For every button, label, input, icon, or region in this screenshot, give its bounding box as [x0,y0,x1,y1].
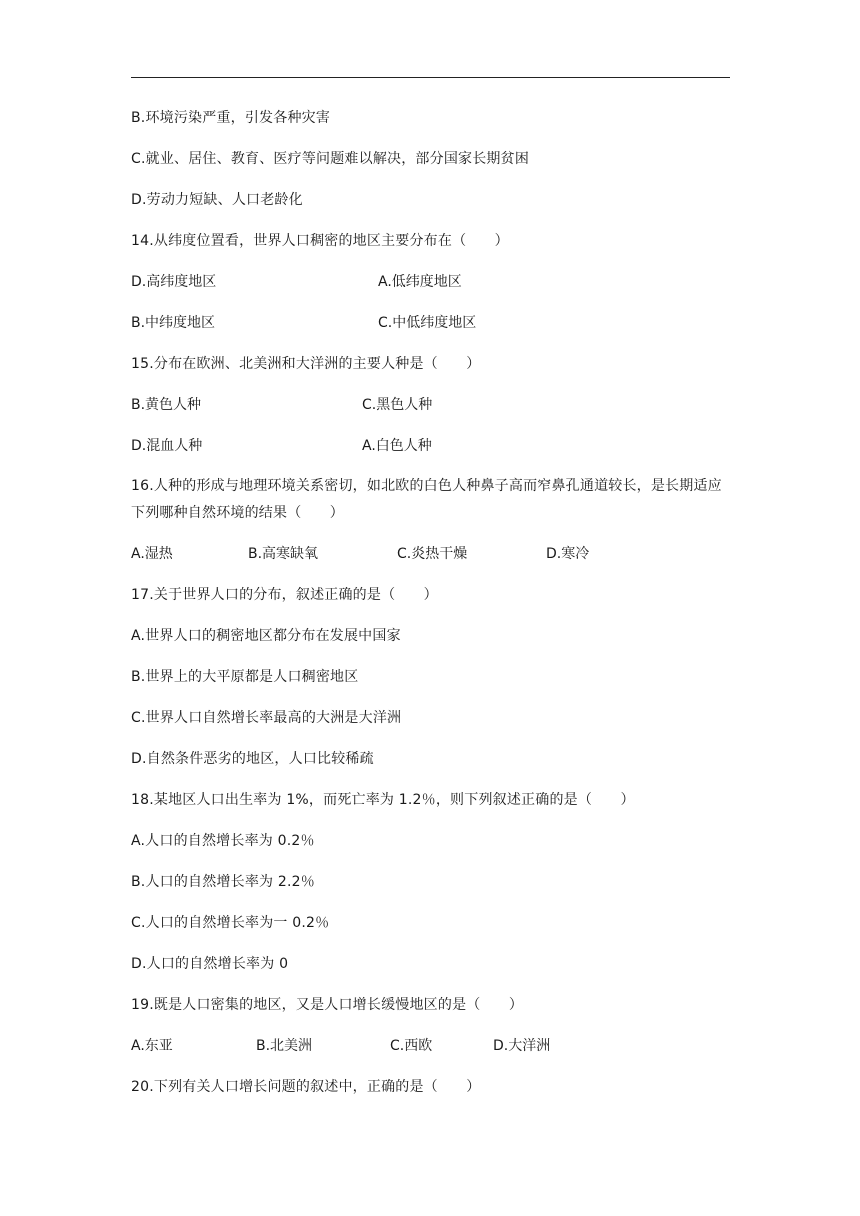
question-17: 17.关于世界人口的分布，叙述正确的是（ ） [131,587,438,603]
q13-option-d: D.劳动力短缺、人口老龄化 [131,192,303,208]
q17-option-d: D.自然条件恶劣的地区，人口比较稀疏 [131,751,374,767]
q18-option-b: B.人口的自然增长率为 2.2％ [131,874,315,890]
q19-option-c: C.西欧 [390,1038,433,1054]
q18-option-c: C.人口的自然增长率为一 0.2％ [131,915,330,931]
q17-option-a: A.世界人口的稠密地区都分布在发展中国家 [131,628,401,644]
q15-option-b: B.黄色人种 [131,397,202,413]
q13-option-c: C.就业、居住、教育、医疗等问题难以解决，部分国家长期贫困 [131,151,530,167]
q18-option-a: A.人口的自然增长率为 0.2％ [131,833,315,849]
q16-option-c: C.炎热干燥 [397,546,468,562]
question-14: 14.从纬度位置看，世界人口稠密的地区主要分布在（ ） [131,233,509,249]
q13-option-b: B.环境污染严重，引发各种灾害 [131,110,331,126]
q16-option-b: B.高寒缺氧 [248,546,319,562]
question-16: 16.人种的形成与地理环境关系密切，如北欧的白色人种鼻子高而窄鼻孔通道较长，是长期适应下列哪种自然环境的结果（ ） [131,478,722,521]
q14-option-d: D.高纬度地区 [131,274,217,290]
q15-option-d: D.混血人种 [131,438,203,454]
q14-option-b: B.中纬度地区 [131,315,216,331]
q14-option-c: C.中低纬度地区 [378,315,477,331]
question-19: 19.既是人口密集的地区，又是人口增长缓慢地区的是（ ） [131,997,524,1013]
q19-option-b: B.北美洲 [256,1038,313,1054]
q17-option-b: B.世界上的大平原都是人口稠密地区 [131,669,359,685]
question-18: 18.某地区人口出生率为 1%，而死亡率为 1.2％，则下列叙述正确的是（ ） [131,792,635,808]
q16-option-a: A.湿热 [131,546,173,562]
q16-option-d: D.寒冷 [546,546,590,562]
header-rule [131,77,730,78]
q18-option-d: D.人口的自然增长率为 0 [131,956,289,972]
q15-option-c: C.黑色人种 [362,397,433,413]
q19-option-d: D.大洋洲 [493,1038,551,1054]
q15-option-a: A.白色人种 [362,438,432,454]
q19-option-a: A.东亚 [131,1038,173,1054]
question-20: 20.下列有关人口增长问题的叙述中，正确的是（ ） [131,1079,481,1095]
q14-option-a: A.低纬度地区 [378,274,462,290]
question-15: 15.分布在欧洲、北美洲和大洋洲的主要人种是（ ） [131,356,481,372]
q17-option-c: C.世界人口自然增长率最高的大洲是大洋洲 [131,710,402,726]
